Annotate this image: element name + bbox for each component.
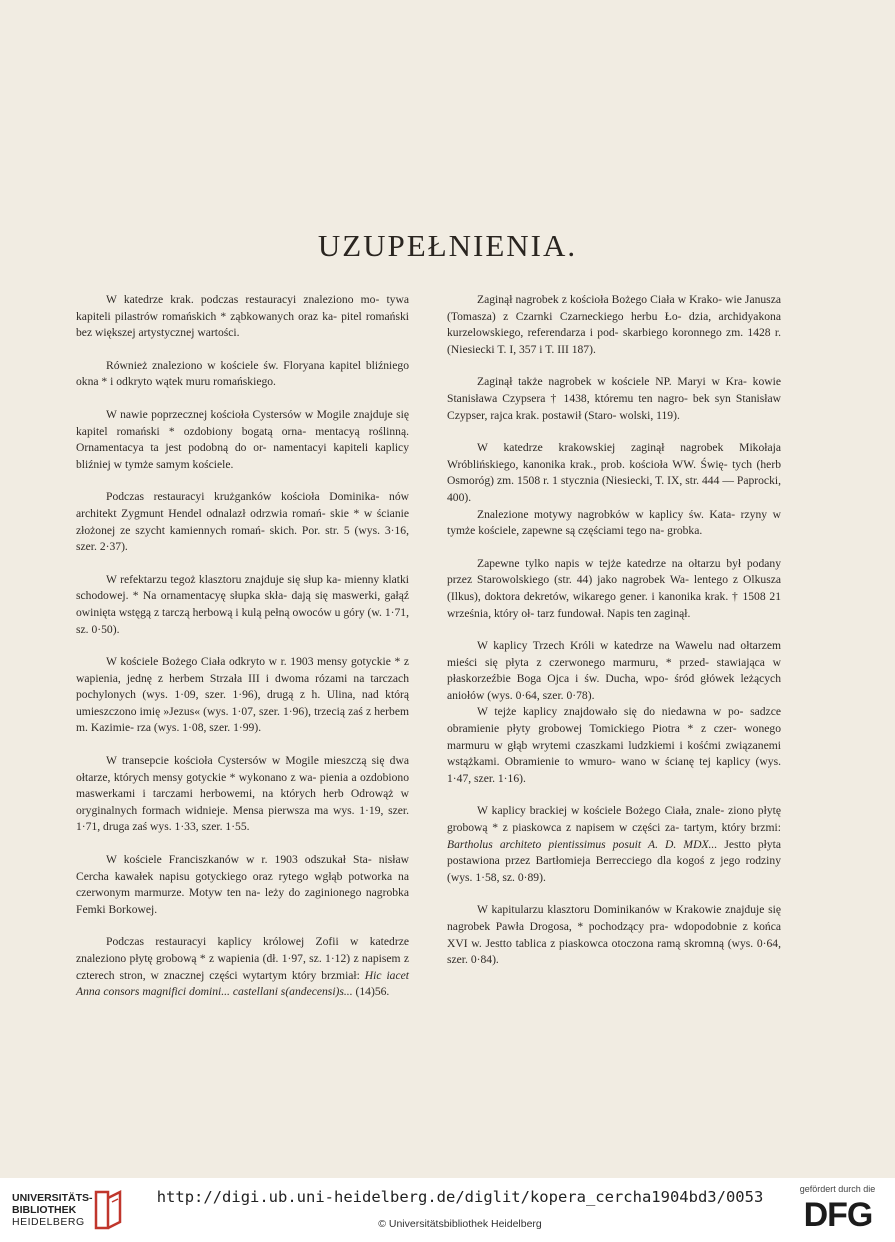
paragraph: Znalezione motywy nagrobków w kaplicy św. Kata- rzyny w tymże kościele, zapewne są częściami tego na- grobka. <box>447 507 781 538</box>
paragraph: W nawie poprzecznej kościoła Cystersów w Mogile znajduje się kapitel romański * ozdobiony bogatą orna- mentacyą roślinną. Ornamentacya ta jest podobną do or- namentacyi kapiteli kaplicy bliźniej w tymże samym kościele. <box>76 407 409 471</box>
left-column <box>76 292 409 1017</box>
paragraph-text: W kaplicy brackiej w kościele Bożego Ciała, znale- ziono płytę grobową * z piaskowca z napisem w części za- tartym, który brzmi: <box>447 804 781 835</box>
paragraph-text: Podczas restauracyi kaplicy królowej Zofii w katedrze znaleziono płytę grobową * z wapienia (dł. 1·97, sz. 1·12) z napisem z czterech stron, w znacznej części wytartym który brzmiał: <box>76 935 409 982</box>
paragraph: W kościele Franciszkanów w r. 1903 odszukał Sta- nisław Cercha kawałek napisu gotyckiego oraz rytego wgłąb potworka na czerwonym marmurze. Motyw ten na- leży do zaginionego nagrobka Femki Borkowej. <box>76 853 409 916</box>
paragraph: W refektarzu tegoż klasztoru znajduje się słup ka- mienny klatki schodowej. * Na ornamentacyę słupka skła- dają się maswerki, gałąź owinięta wstęgą z tarczą herbową i kulą pełną owoców u góry (w. 1·71, sz. 0·50). <box>76 572 409 636</box>
paragraph: W katedrze krakowskiej zaginął nagrobek Mikołaja Wróblińskiego, kanonika krak., prob. kościoła WW. Świę- tych (herb Osmoróg) zm. 1508 r. 1 stycznia (Niesiecki, T. IX, str. 444 — Paprocki, 400). <box>447 441 781 504</box>
logo-line: UNIVERSITÄTS- <box>12 1192 93 1204</box>
inscription-text: Bartholus architeto pientissimus posuit A. D. MDX... <box>447 837 718 851</box>
paragraph: W kapitularzu klasztoru Dominikanów w Krakowie znajduje się nagrobek Pawła Drogosa, * pochodzący pra- wdopodobnie z końca XVI w. Jestto tablica z piaskowca otoczona ramą skromną (wys. 0·64, szer. 0·84). <box>447 903 781 967</box>
page-title: UZUPEŁNIENIA. <box>317 228 578 263</box>
paragraph: W transepcie kościoła Cystersów w Mogile mieszczą się dwa ołtarze, których mensy gotyckie * wykonano z wa- pienia a ozdobiono maswerkami i tarczami herbowemi, na których herb Odrowąż w oryginalnych formach widnieje. Mensa pierwsza ma wys. 1·19, szer. 1·71, druga zaś wys. 1·33, szer. 1·55. <box>76 754 409 834</box>
paragraph: Zapewne tylko napis w tejże katedrze na ołtarzu był podany przez Starowolskiego (str. 44) jako nagrobek Wa- lentego z Olkusza (Ilkus), doktora dekretów, wikarego gener. i kanonika krak. † 1508 21 września, który oł- tarz fundował. Napis ten zaginął. <box>447 556 781 620</box>
ub-logo-icon <box>92 1188 126 1232</box>
paragraph: W tejże kaplicy znajdowało się do niedawna w po- sadzce obramienie płyty grobowej Tomickiego Piotra * z czer- wonego marmuru w głąb wrytemi czaszkami ludzkiemi i kośćmi związanemi wstążkami. Obramienie to wmuro- wano w ścianę tej kaplicy (wys. 1·47, szer. 1·16). <box>447 705 781 785</box>
paragraph: Również znaleziono w kościele św. Floryana kapitel bliźniego okna * i odkryto wątek muru romańskiego. <box>76 358 409 389</box>
inscription-tail: (14)56. <box>352 985 390 999</box>
paragraph: Zaginął nagrobek z kościoła Bożego Ciała w Krako- wie Janusza (Tomasza) z Czarnki Czarneckiego herbu Ło- dzia, archidyakona kurzelowskiego, referendarza i pod- skarbiego koronnego zm. 1428 r. (Niesiecki T. I, 357 i T. III 187). <box>447 293 781 356</box>
viewer-footer <box>0 1178 895 1242</box>
dfg-logo[interactable]: DFG <box>803 1196 873 1234</box>
logo-line: HEIDELBERG <box>12 1216 85 1228</box>
page-url-link[interactable]: http://digi.ub.uni-heidelberg.de/diglit/kopera_cercha1904bd3/0053 <box>156 1188 764 1206</box>
paragraph-tail: Jestto płyta postawiona przez Bartłomieja Berrecciego dla kogoś z jego rodziny (wys. 1·58, sz. 0·89). <box>447 837 782 884</box>
inscription-text: Hic iacet Anna consors magnifici domini... castellani s(andecensi)s... <box>76 968 409 999</box>
paragraph: W katedrze krak. podczas restauracyi znaleziono mo- tywa kapiteli pilastrów romańskich * ząbkowanych oraz ka- pitel romański bez większej artystycznej wartości. <box>76 293 409 340</box>
ub-logo-text[interactable] <box>12 1192 93 1228</box>
paragraph: W kaplicy Trzech Króli w katedrze na Wawelu nad ołtarzem mieści się płyta z czerwonego marmuru, * przed- stawiająca w płaskorzeźbie Boga Ojca i św. Ducha, wpo- śród główek leżących aniołów (wys. 0·64, szer. 0·78). <box>447 639 781 702</box>
paragraph-with-inscription <box>76 934 409 1000</box>
right-column <box>447 292 781 985</box>
paragraph-with-inscription <box>447 803 781 886</box>
paragraph: W kościele Bożego Ciała odkryto w r. 1903 mensy gotyckie * z wapienia, jednę z herbem Strzała III i dwoma rózami na tarczach pochylonych (wys. 1·09, szer. 1·96), drugą z h. Ulina, nad którą umieszczono imię »Jezus« (wys. 1·07, szer. 1·96), trzecią zaś z herbem m. Kazimie- rza (wys. 1·08, szer. 1·99). <box>76 655 409 735</box>
paragraph: Podczas restauracyi krużganków kościoła Dominika- nów architekt Zygmunt Hendel odnalazł odrzwia romań- skie * w ścianie złożonej ze szycht kamiennych romań- skich. Por. str. 5 (wys. 3·16, szer. 2·37). <box>76 490 409 554</box>
paragraph: Zaginął także nagrobek w kościele NP. Maryi w Kra- kowie Stanisława Czypsera † 1438, któremu ten nagro- bek syn Stanisław Czypser, rajca krak. postawił (Staro- wolski, 119). <box>447 375 781 422</box>
logo-line: BIBLIOTHEK <box>12 1204 77 1216</box>
copyright-text: © Universitätsbibliothek Heidelberg <box>378 1218 542 1230</box>
funding-note: gefördert durch die <box>799 1184 876 1194</box>
